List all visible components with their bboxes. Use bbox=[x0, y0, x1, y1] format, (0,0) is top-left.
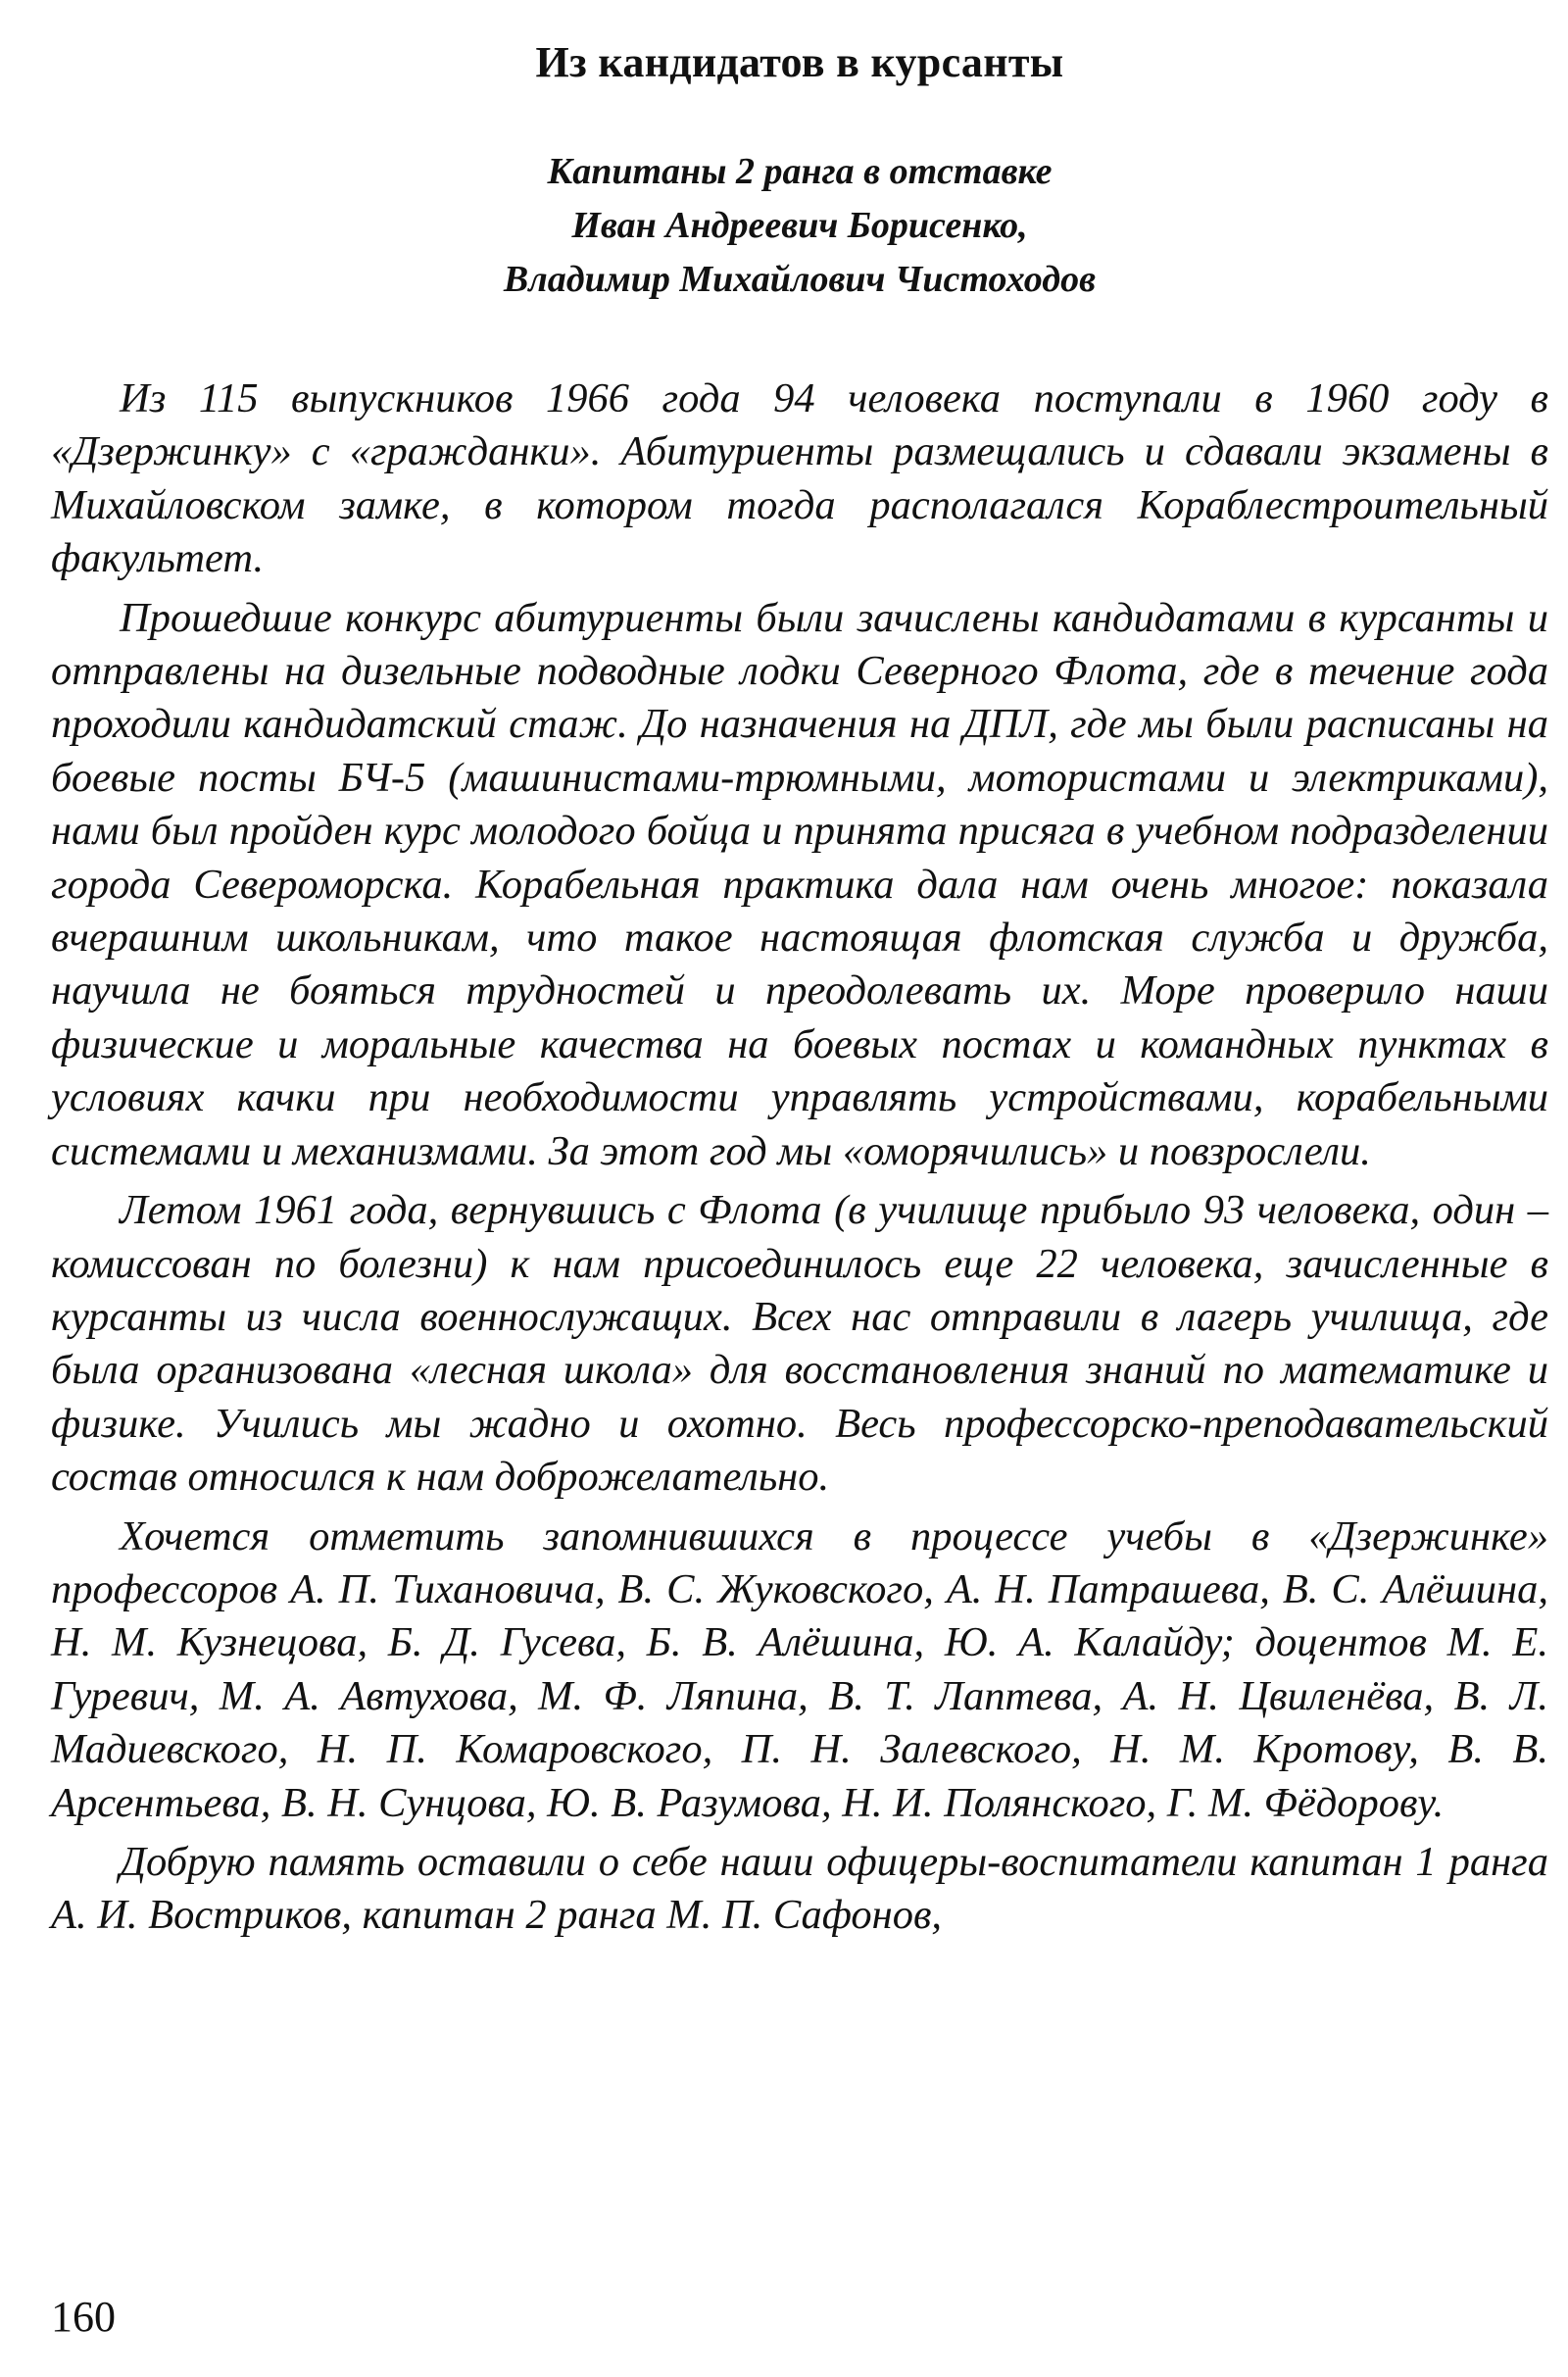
paragraph: Прошедшие конкурс абитуриенты были зачислены кандидатами в курсанты и отправлены на дизельные подводные лодки Северного Флота, где в течение года проходили кандидатский стаж. До назначения на ДПЛ, где мы были расписаны на боевые посты БЧ-5 (машинистами-трюмными, мотористами и электриками), нами был пройден курс молодого бойца и принята присяга в учебном подразделении города Североморска. Корабельная практика дала нам очень многое: показала вчерашним школьникам, что такое настоящая флотская служба и дружба, научила не бояться трудностей и преодолевать их. Море проверило наши физические и моральные качества на боевых постах и командных пунктах в условиях качки при необходимости управлять устройствами, корабельными системами и механизмами. За этот год мы «оморячились» и повзрослели. bbox=[51, 594, 1548, 1174]
paragraph: Летом 1961 года, вернувшись с Флота (в училище прибыло 93 человека, один – комиссован по болезни) к нам присоединилось еще 22 человека, зачисленные в курсанты из числа военнослужащих. Всех нас отправили в лагерь училища, где была организована «лесная школа» для восстановления знаний по математике и физике. Учились мы жадно и охотно. Весь профессорско-преподавательский состав относился к нам доброжелательно. bbox=[51, 1187, 1548, 1501]
author-rank-line: Капитаны 2 ранга в отставке bbox=[547, 151, 1053, 192]
authors-block bbox=[51, 145, 1548, 307]
chapter-title: Из кандидатов в курсанты bbox=[535, 38, 1064, 86]
paragraph: Добрую память оставили о себе наши офицеры-воспитатели капитан 1 ранга А. И. Востриков, капитан 2 ранга М. П. Сафонов, bbox=[51, 1838, 1548, 1939]
body-text bbox=[51, 372, 1548, 1949]
book-page bbox=[51, 0, 1548, 2377]
author-name-line: Владимир Михайлович Чистоходов bbox=[503, 259, 1097, 300]
page-number: 160 bbox=[51, 2293, 116, 2341]
paragraph: Из 115 выпускников 1966 года 94 человека поступали в 1960 году в «Дзержинку» с «гражданки». Абитуриенты размещались и сдавали экзамены в Михайловском замке, в котором тогда располагался Кораблестроительный факультет. bbox=[51, 375, 1548, 582]
paragraph: Хочется отметить запомнившихся в процессе учебы в «Дзержинке» профессоров А. П. Тихановича, В. С. Жуковского, А. Н. Патрашева, В. С. Алёшина, Н. М. Кузнецова, Б. Д. Гусева, Б. В. Алёшина, Ю. А. Калайду; доцентов М. Е. Гуревич, М. А. Автухова, М. Ф. Ляпина, В. Т. Лаптева, А. Н. Цвиленёва, В. Л. Мадиевского, Н. П. Комаровского, П. Н. Залевского, Н. М. Кротову, В. В. Арсентьева, В. Н. Сунцова, Ю. В. Разумова, Н. И. Полянского, Г. М. Фёдорову. bbox=[51, 1512, 1548, 1826]
author-name-line: Иван Андреевич Борисенко, bbox=[571, 205, 1028, 246]
